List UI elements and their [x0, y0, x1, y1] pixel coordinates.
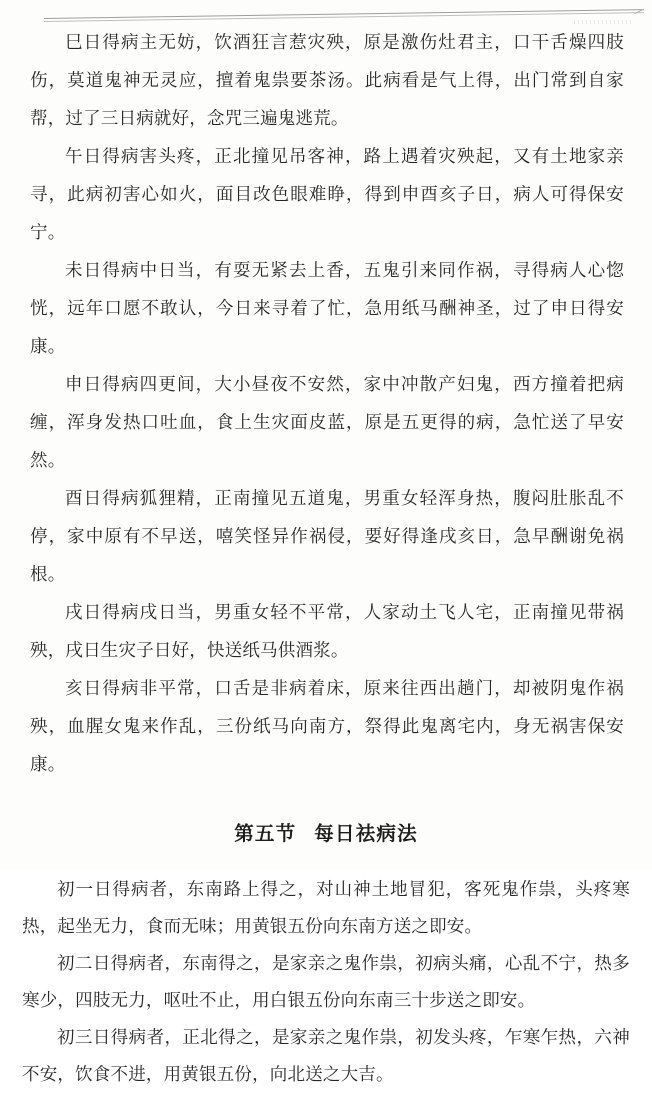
method-paragraph: 初二日得病者，东南得之，是家亲之鬼作祟，初病头痛，心乱不宁，热多寒少，四肢无力，呕吐不止，用白银五份向东南三十步送之即安。: [22, 954, 630, 1011]
verse-paragraph: 巳日得病主无妨，饮酒狂言惹灾殃，原是激伤灶君主，口干舌燥四肢伤，莫道鬼神无灵应，擅着鬼祟要茶汤。此病看是气上得，出门常到自家帮，过了三日病就好，念咒三遍鬼逃荒。: [30, 33, 624, 129]
verse-paragraph: 午日得病害头疼，正北撞见吊客神，路上遇着灾殃起，又有土地家亲寻，此病初害心如火，面目改色眼难睁，得到申酉亥子日，病人可得保安宁。: [30, 147, 624, 243]
header-decorative-rule: [44, 6, 644, 24]
section-number: 第五节: [234, 822, 297, 845]
verse-paragraph: 戌日得病戌日当，男重女轻不平常，人家动土飞人宅，正南撞见带祸殃，戌日生灾子日好，快送纸马供酒浆。: [30, 603, 624, 661]
verse-paragraph: 酉日得病狐狸精，正南撞见五道鬼，男重女轻浑身热，腹闷肚胀乱不停，家中原有不早送，嘻笑怪异作祸侵，要好得逢戌亥日，急早酬谢免祸根。: [30, 489, 624, 585]
verse-paragraph: 亥日得病非平常，口舌是非病着床，原来往西出趟门，却被阴鬼作祸殃，血腥女鬼来作乱，三份纸马向南方，祭得此鬼离宅内，身无祸害保安康。: [30, 679, 624, 775]
section-title: 每日祛病法: [314, 822, 418, 845]
daily-method-block: [0, 872, 652, 1094]
section-heading: [0, 818, 652, 846]
document-content: [0, 24, 652, 1094]
method-paragraph: 初三日得病者，正北得之，是家亲之鬼作祟，初发头疼，乍寒乍热，六神不安，饮食不进，用黄银五份，向北送之大吉。: [22, 1028, 630, 1085]
header-rule-line-top: [44, 9, 644, 19]
method-paragraph: 初一日得病者，东南路上得之，对山神土地冒犯，客死鬼作祟，头疼寒热，起坐无力，食而无味；用黄银五份向东南方送之即安。: [22, 880, 630, 937]
daily-illness-verses-block: [0, 24, 652, 784]
verse-paragraph: 未日得病中日当，有耍无紧去上香，五鬼引来同作祸，寻得病人心惚恍，远年口愿不敢认，今日来寻着了忙，急用纸马酬神圣，过了申日得安康。: [30, 261, 624, 357]
verse-paragraph: 申日得病四更间，大小昼夜不安然，家中冲散产妇鬼，西方撞着把病缠，浑身发热口吐血，食上生灾面皮蓝，原是五更得的病，急忙送了早安然。: [30, 375, 624, 471]
header-rule-tick: [634, 9, 643, 14]
header-rule-line-bottom: [44, 12, 644, 22]
